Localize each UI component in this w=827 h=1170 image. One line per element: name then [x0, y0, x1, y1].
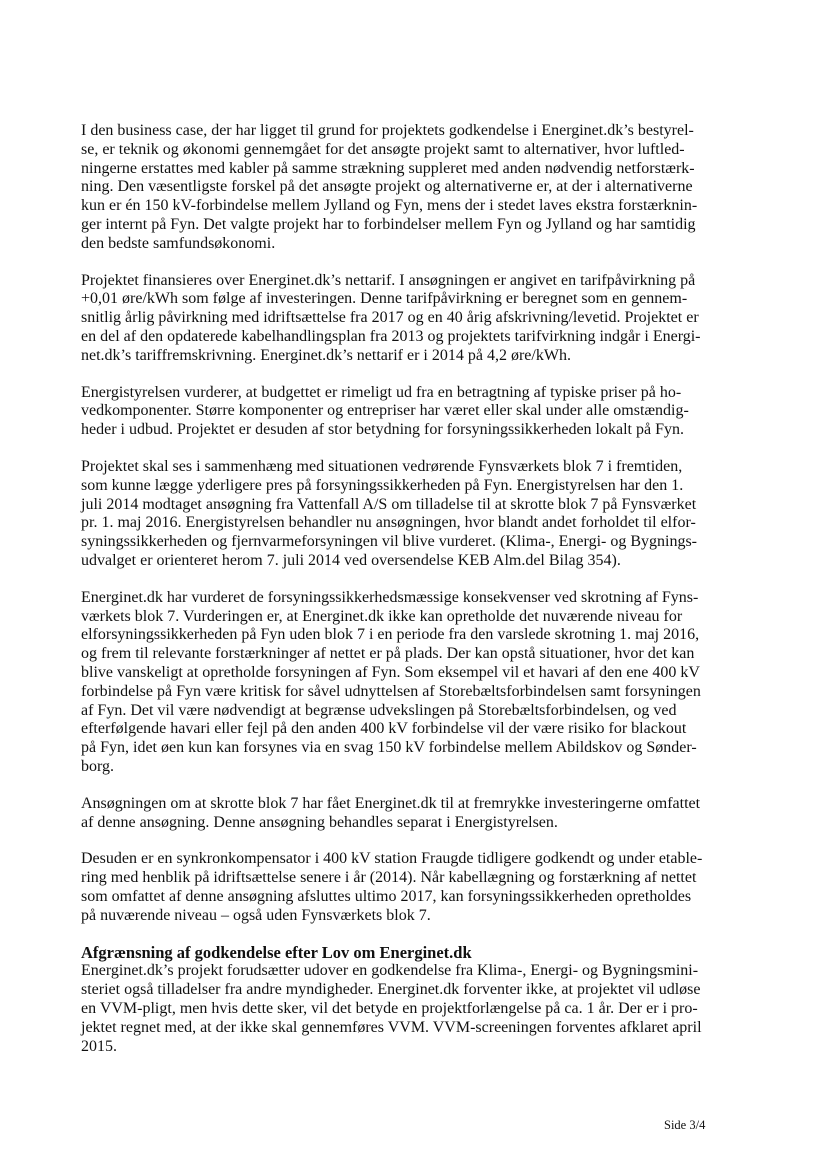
text-line: I den business case, der har ligget til grund for projektets godkendelse i Energinet.dk’s bestyrel-: [81, 122, 694, 139]
text-line: en VVM-pligt, men hvis dette sker, vil det betyde en projektforlængelse på ca. 1 år. Der er i pro-: [81, 1000, 698, 1018]
text-line: udvalget er orienteret herom 7. juli 2014 ved oversendelse KEB Alm.del Bilag 354).: [81, 551, 621, 569]
text-line: Energistyrelsen vurderer, at budgettet er rimeligt ud fra en betragtning af typiske priser på ho-: [81, 383, 682, 401]
text-line: efterfølgende havari eller fejl på den anden 400 kV forbindelse vil der være risiko for blackout: [81, 720, 687, 738]
text-line: på nuværende niveau – også uden Fynsværkets blok 7.: [81, 906, 431, 924]
text-line: forbindelse på Fyn være kritisk for såvel udnyttelsen af Storebæltsforbindelsen samt forsyningen: [81, 682, 701, 700]
text-line: jektet regnet med, at der ikke skal gennemføres VVM. VVM-screeningen forventes afklaret april: [81, 1018, 702, 1036]
paragraph-gap: [81, 925, 731, 943]
text-line: net.dk’s tariffremskrivning. Energinet.dk’s nettarif er i 2014 på 4,2 øre/kWh.: [81, 346, 571, 364]
paragraph-approval-scope: [81, 962, 731, 1056]
text-line: 2015.: [81, 1037, 117, 1055]
paragraph-gap: [81, 777, 731, 795]
text-line: borg.: [81, 757, 115, 775]
text-line: og frem til relevante forstærkninger af nettet er på plads. Der kan opstå situationer, hvor det kan: [81, 645, 695, 663]
text-line: syningssikkerheden og fjernvarmeforsyningen vil blive vurderet. (Klima-, Energi- og Bygnings-: [81, 533, 698, 551]
text-line: vedkomponenter. Større komponenter og entrepriser har været eller skal under alle omstændig-: [81, 402, 689, 420]
text-line: Ansøgningen om at skrotte blok 7 har fået Energinet.dk til at fremrykke investeringerne omfattet: [81, 794, 701, 812]
text-line: Projektet skal ses i sammenhæng med situationen vedrørende Fynsværkets blok 7 i fremtiden,: [81, 457, 683, 475]
paragraph-budget-assessment: [81, 384, 731, 440]
text-line: den bedste samfundsøkonomi.: [81, 234, 276, 252]
section-heading: Afgrænsning af godkendelse efter Lov om Energinet.dk: [81, 943, 472, 963]
text-line: Energinet.dk har vurderet de forsyningssikkerhedsmæssige konsekvenser ved skrotning af Fyns-: [81, 588, 699, 606]
paragraph-synchronous-compensator: [81, 850, 731, 925]
text-line: se, er teknik og økonomi gennemgået for det ansøgte projekt samt to alternativer, hvor luftled-: [81, 140, 685, 158]
paragraph-business-case: [81, 122, 731, 254]
text-line: ring med henblik på idriftsættelse senere i år (2014). Når kabellægning og forstærkning af nettet: [81, 869, 697, 887]
text-line: på Fyn, idet øen kun kan forsynes via en svag 150 kV forbindelse mellem Abildskov og Sønder-: [81, 739, 697, 757]
text-line: ning. Den væsentligste forskel på det ansøgte projekt og alternativerne er, at der i alternativerne: [81, 178, 693, 196]
paragraph-fynsvaerket: [81, 458, 731, 571]
text-line: heder i udbud. Projektet er desuden af stor betydning for forsyningssikkerheden lokalt på Fyn.: [81, 421, 684, 439]
paragraph-gap: [81, 571, 731, 589]
text-line: en del af den opdaterede kabelhandlingsplan fra 2013 og projektets tarifvirkning indgår i Energi-: [81, 327, 701, 345]
text-line: ningerne erstattes med kabler på samme strækning suppleret med anden nødvendig netforstærk-: [81, 159, 695, 177]
paragraph-supply-security: [81, 589, 731, 777]
text-line: kun er én 150 kV-forbindelse mellem Jylland og Fyn, mens der i stedet laves ekstra forstærknin-: [81, 197, 698, 215]
text-line: værkets blok 7. Vurderingen er, at Energinet.dk ikke kan opretholde det nuværende niveau for: [81, 607, 683, 625]
paragraph-investment-advance: [81, 795, 731, 833]
text-line: ger internt på Fyn. Det valgte projekt har to forbindelser mellem Fyn og Jylland og har samtidig: [81, 215, 696, 233]
paragraph-financing: [81, 272, 731, 366]
text-line: juli 2014 modtaget ansøgning fra Vattenfall A/S om tilladelse til at skrotte blok 7 på Fynsværket: [81, 495, 697, 513]
text-line: Energinet.dk’s projekt forudsætter udover en godkendelse fra Klima-, Energi- og Bygningsmini-: [81, 962, 699, 980]
text-line: som kunne lægge yderligere pres på forsyningssikkerheden på Fyn. Energistyrelsen har den 1.: [81, 476, 684, 494]
text-line: snitlig årlig påvirkning med idriftsættelse fra 2017 og en 40 årig afskrivning/levetid. Projektet er: [81, 309, 699, 327]
text-line: blive vanskeligt at opretholde forsyningen af Fyn. Som eksempel vil et havari af den ene 400 kV: [81, 663, 700, 681]
text-line: Desuden er en synkronkompensator i 400 kV station Fraugde tidligere godkendt og under etable-: [81, 850, 703, 868]
text-line: +0,01 øre/kWh som følge af investeringen. Denne tarifpåvirkning er beregnet som en gennem-: [81, 290, 688, 308]
text-line: elforsyningssikkerheden på Fyn uden blok 7 i en periode fra den varslede skrotning 1. maj 2016,: [81, 626, 700, 644]
text-line: som omfattet af denne ansøgning afsluttes ultimo 2017, kan forsyningssikkerheden opretholdes: [81, 887, 692, 905]
page-number: Side 3/4: [664, 1118, 706, 1132]
paragraph-gap: [81, 366, 731, 384]
paragraph-gap: [81, 832, 731, 850]
text-line: af denne ansøgning. Denne ansøgning behandles separat i Energistyrelsen.: [81, 813, 558, 831]
text-line: Projektet finansieres over Energinet.dk’s nettarif. I ansøgningen er angivet en tarifpåvirkning på: [81, 271, 696, 289]
text-line: af Fyn. Det vil være nødvendigt at begrænse udvekslingen på Storebæltsforbindelsen, og ved: [81, 701, 677, 719]
paragraph-gap: [81, 254, 731, 272]
text-line: steriet også tilladelser fra andre myndigheder. Energinet.dk forventer ikke, at projektet vil udløse: [81, 981, 701, 999]
paragraph-gap: [81, 440, 731, 458]
text-line: pr. 1. maj 2016. Energistyrelsen behandler nu ansøgningen, hvor blandt andet forholdet til elfor-: [81, 514, 696, 532]
document-body: [81, 122, 731, 1056]
